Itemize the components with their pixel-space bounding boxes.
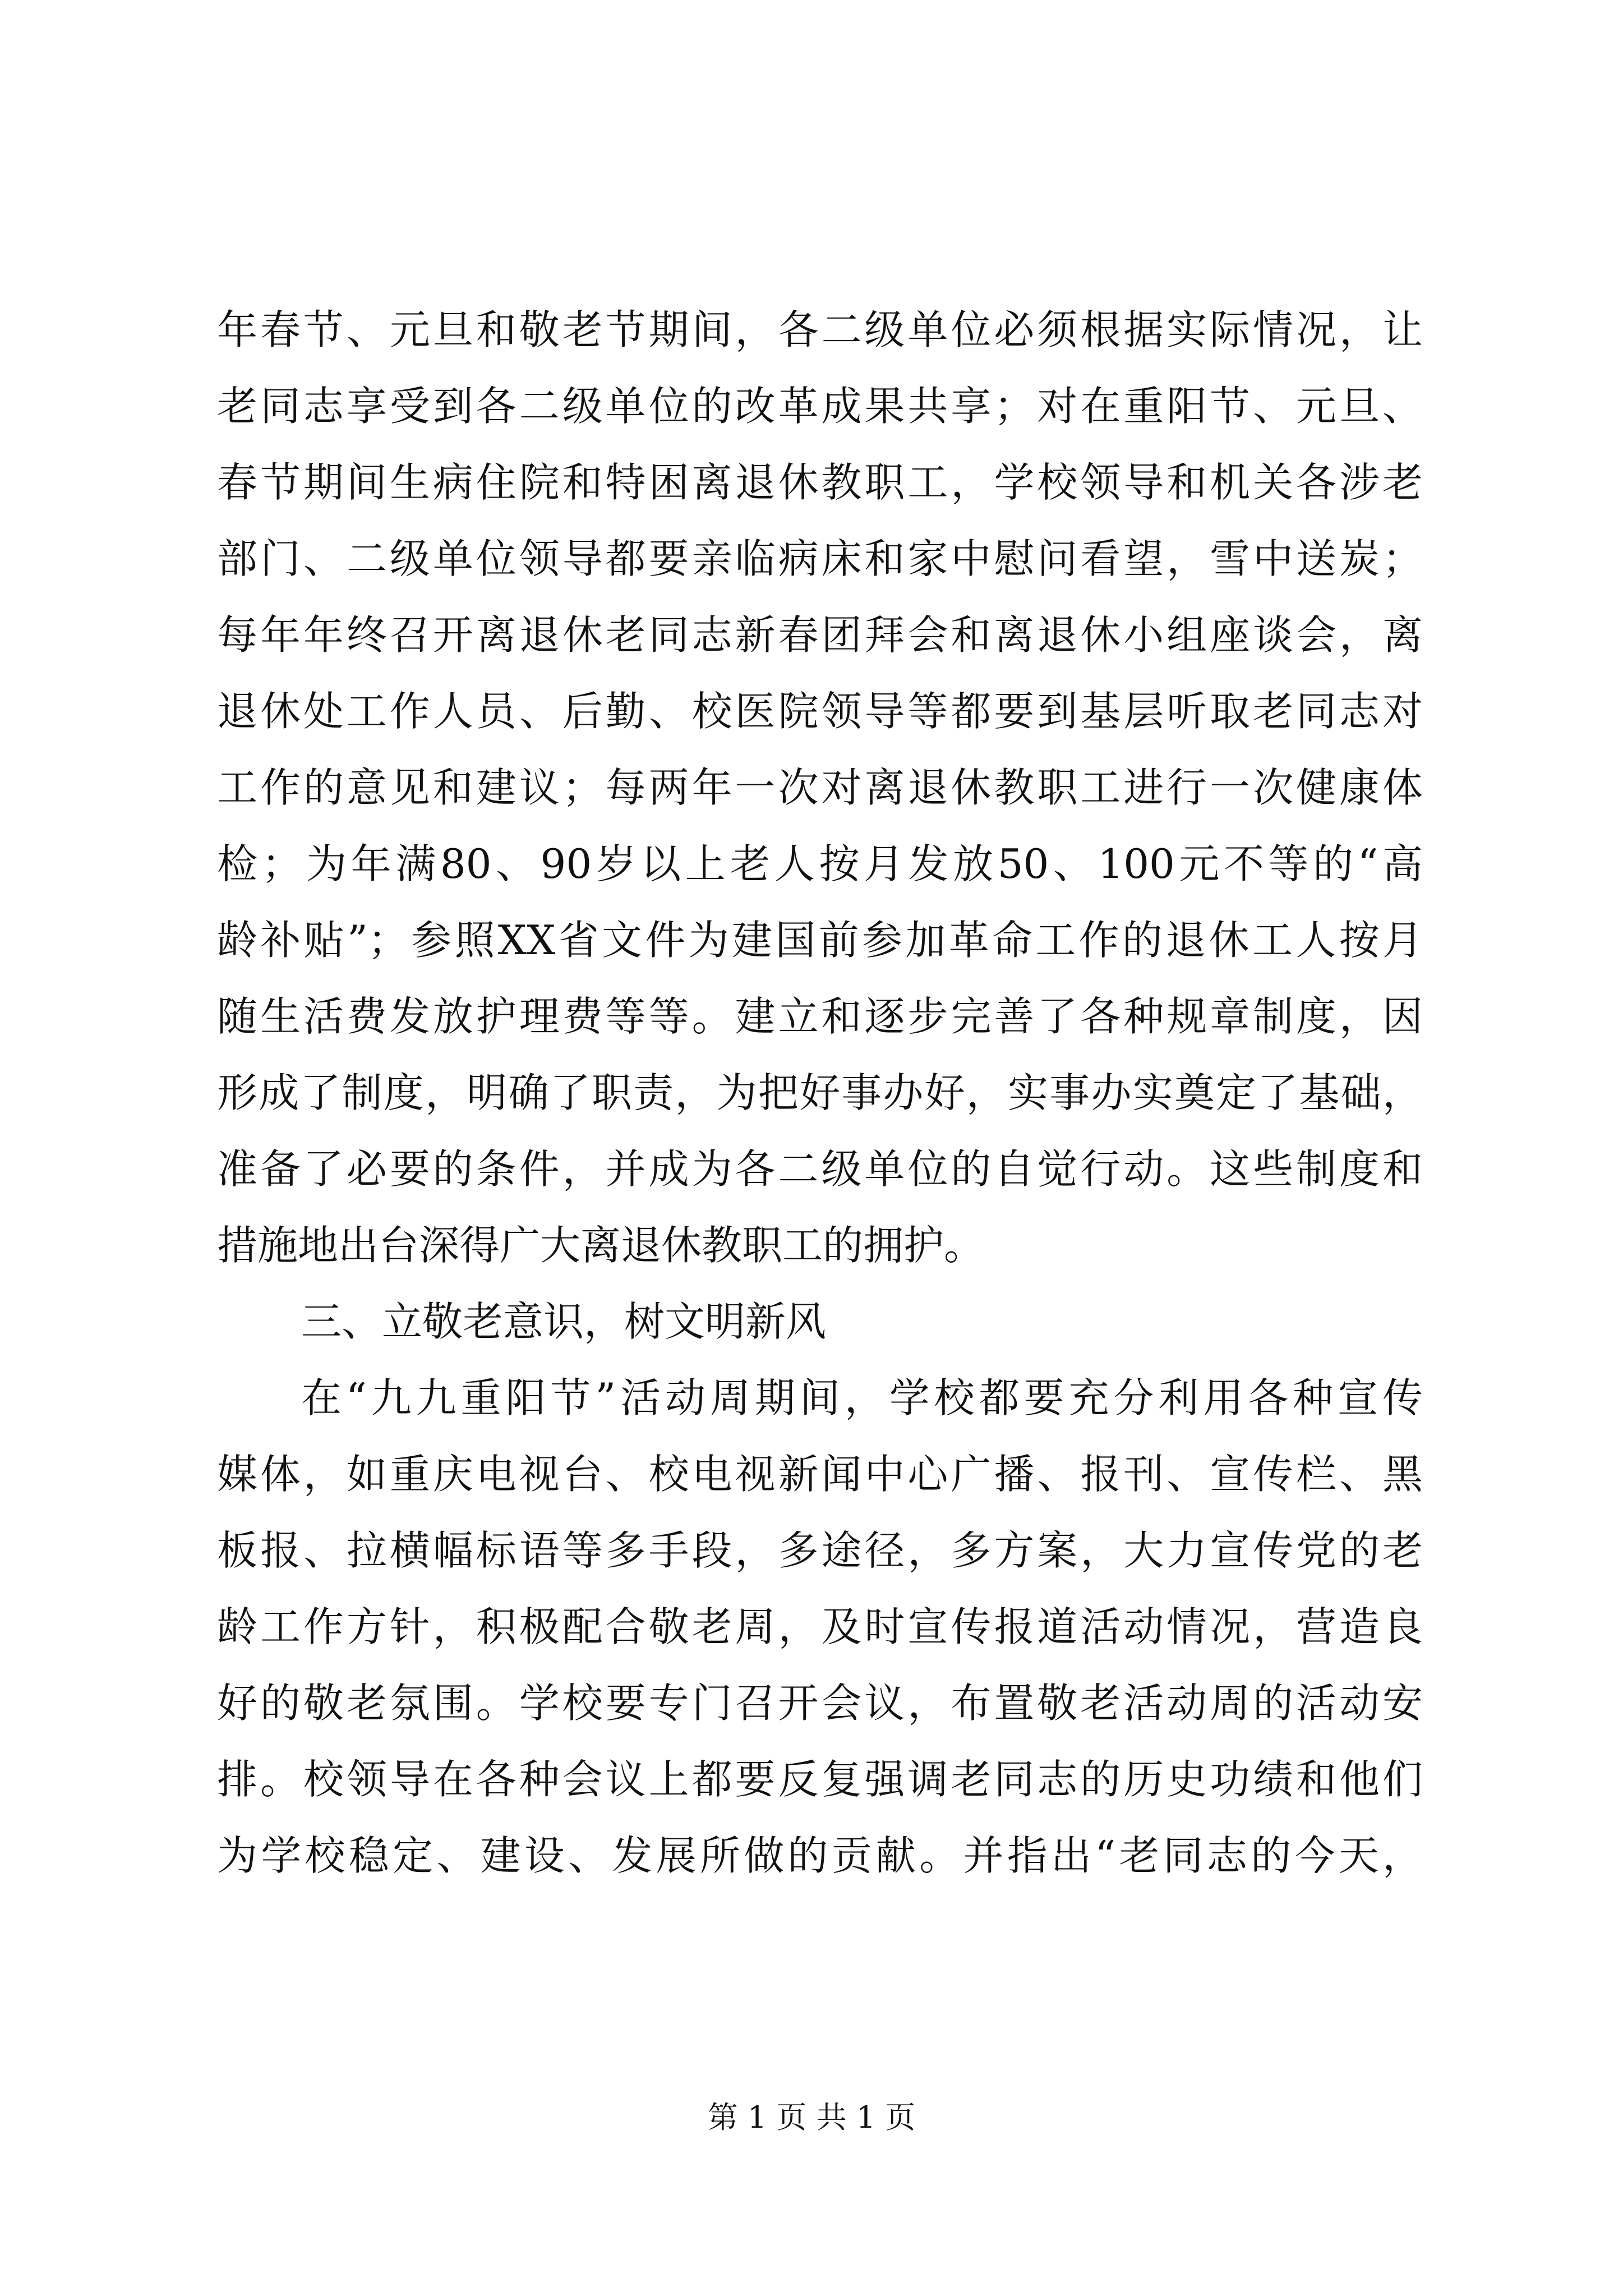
- text-line: 排。校领导在各种会议上都要反复强调老同志的历史功绩和他们: [217, 1756, 1423, 1803]
- text-line: 工作的意见和建议；每两年一次对离退休教职工进行一次健康体: [217, 764, 1423, 811]
- text-line: 准备了必要的条件，并成为各二级单位的自觉行动。这些制度和: [217, 1145, 1423, 1193]
- text-line: 措施地出台深得广大离退休教职工的拥护。: [217, 1222, 985, 1269]
- text-line: 退休处工作人员、后勤、校医院领导等都要到基层听取老同志对: [217, 688, 1423, 735]
- text-line: 龄工作方针，积极配合敬老周，及时宣传报道活动情况，营造良: [217, 1603, 1423, 1650]
- text-line: 老同志享受到各二级单位的改革成果共享；对在重阳节、元旦、: [217, 383, 1423, 430]
- text-line: 龄补贴”；参照XX省文件为建国前参加革命工作的退休工人按月: [217, 917, 1423, 964]
- text-line: 媒体，如重庆电视台、校电视新闻中心广播、报刊、宣传栏、黑: [217, 1451, 1423, 1498]
- paragraph-2: [217, 1360, 1423, 1894]
- text-line: 检；为年满80、90岁以上老人按月发放50、100元不等的“高: [217, 840, 1423, 887]
- page-number-footer: 第 1 页 共 1 页: [707, 2100, 916, 2135]
- text-line: 在“九九重阳节”活动周期间，学校都要充分利用各种宣传: [301, 1374, 1423, 1421]
- paragraph-1: [217, 292, 1423, 1283]
- text-line: 部门、二级单位领导都要亲临病床和家中慰问看望，雪中送炭；: [217, 535, 1423, 582]
- text-line: 春节期间生病住院和特困离退休教职工，学校领导和机关各涉老: [217, 459, 1423, 506]
- text-line: 好的敬老氛围。学校要专门召开会议，布置敬老活动周的活动安: [217, 1680, 1423, 1727]
- text-line: 板报、拉横幅标语等多手段，多途径，多方案，大力宣传党的老: [217, 1527, 1423, 1574]
- text-line: 年春节、元旦和敬老节期间，各二级单位必须根据实际情况，让: [217, 306, 1423, 353]
- text-line: 每年年终召开离退休老同志新春团拜会和离退休小组座谈会，离: [217, 611, 1423, 659]
- section-heading: 三、立敬老意识，树文明新风: [301, 1298, 827, 1345]
- text-line: 形成了制度，明确了职责，为把好事办好，实事办实奠定了基础，: [217, 1069, 1423, 1116]
- text-line: 随生活费发放护理费等等。建立和逐步完善了各种规章制度，因: [217, 993, 1423, 1040]
- text-line: 为学校稳定、建设、发展所做的贡献。并指出“老同志的今天，: [217, 1832, 1423, 1879]
- document-body: [217, 292, 1423, 1894]
